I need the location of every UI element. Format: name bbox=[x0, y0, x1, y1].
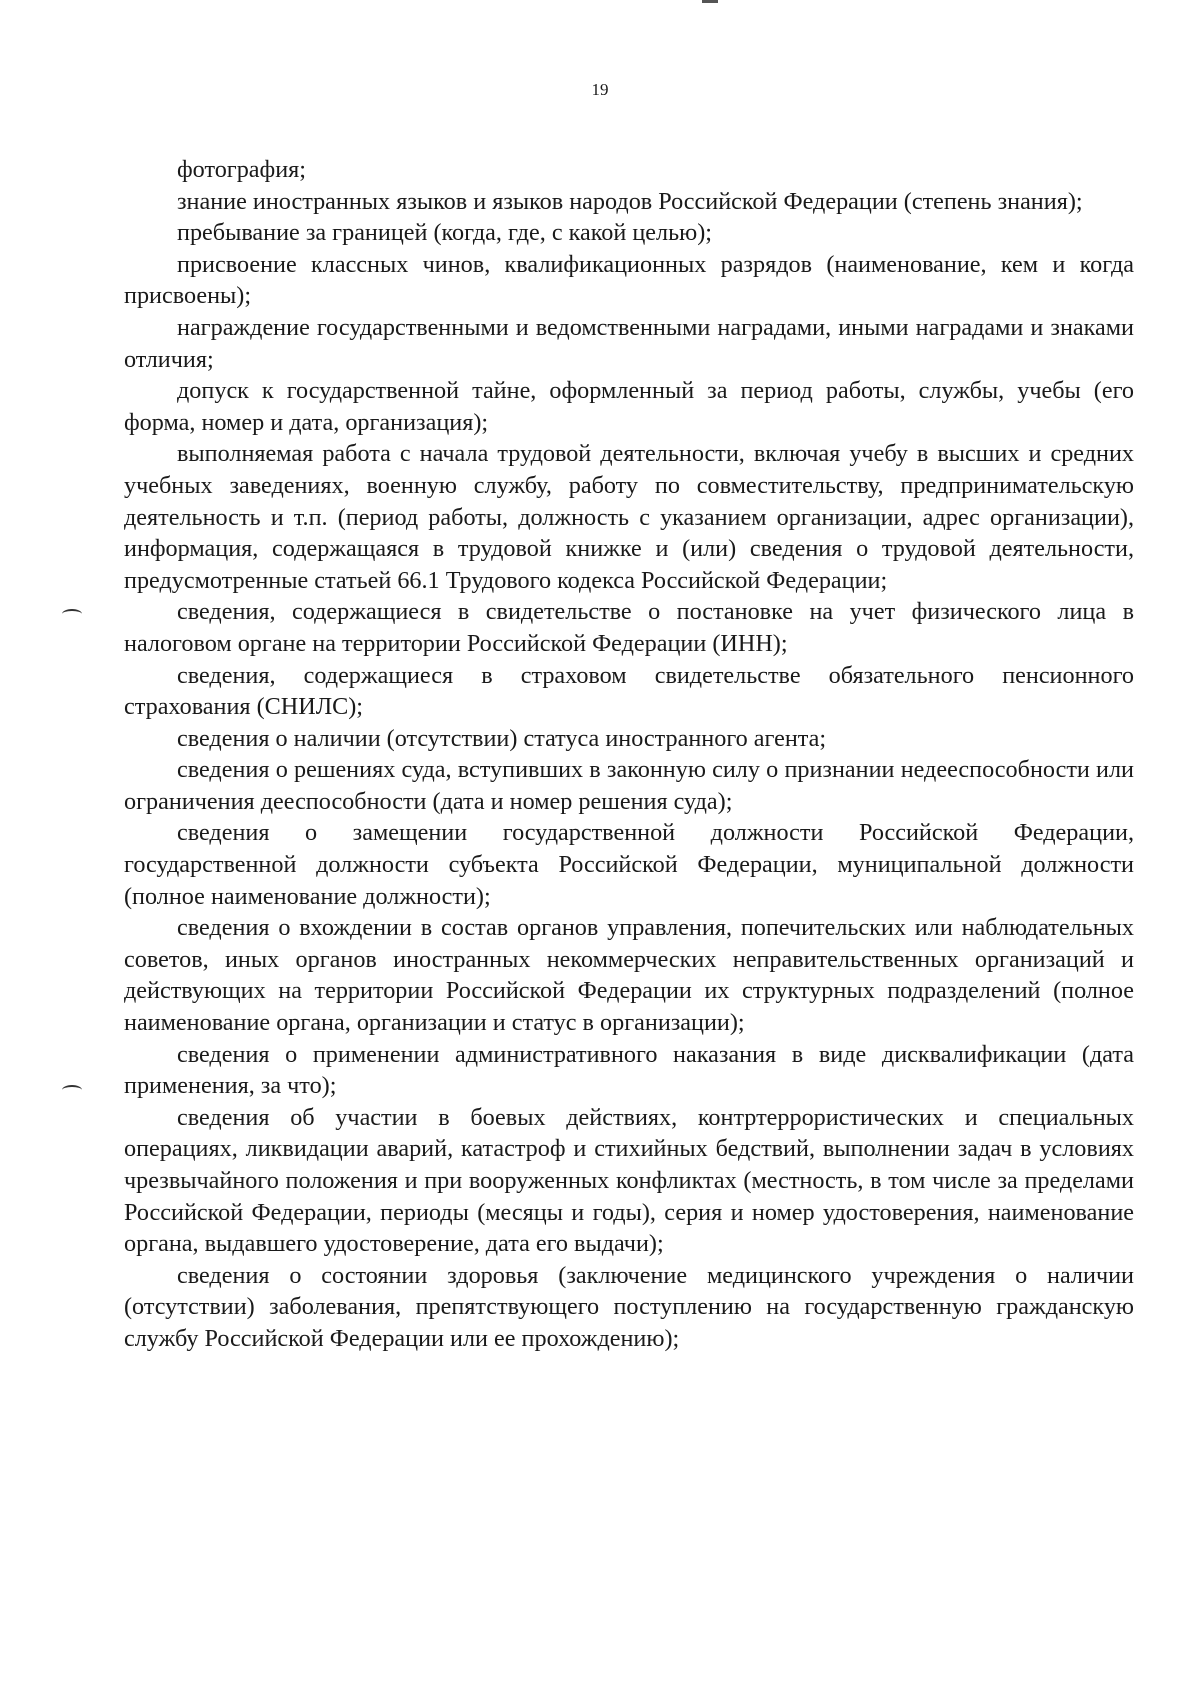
margin-mark-2 bbox=[62, 1085, 82, 1095]
paragraph-ngo-membership: сведения о вхождении в состав органов управления, попечительских или наблюдательных советов, иных органов иностранных некоммерческих неправительственных организаций и действующих на территории Российской Федерации их структурных подразделений (полное наименование органа, организации и статус в организации); bbox=[124, 914, 1134, 1037]
page-number: 19 bbox=[591, 80, 609, 99]
paragraph-languages: знание иностранных языков и языков народов Российской Федерации (степень знания); bbox=[177, 187, 1083, 215]
document-body bbox=[124, 154, 1134, 1355]
paragraph-health: сведения о состоянии здоровья (заключение медицинского учреждения о наличии (отсутствии) заболевания, препятствующего поступлению на государственную гражданскую службу Российской Федерации или ее прохождению); bbox=[124, 1261, 1134, 1352]
paragraph-court-decisions: сведения о решениях суда, вступивших в законную силу о признании недееспособности или ограничения дееспособности (дата и номер решения суда); bbox=[124, 756, 1134, 815]
paragraph-photo: фотография; bbox=[177, 156, 307, 183]
paragraph-state-position: сведения о замещении государственной должности Российской Федерации, государственной должности субъекта Российской Федерации, муниципальной должности (полное наименование должности); bbox=[124, 819, 1134, 910]
paragraph-inn: сведения, содержащиеся в свидетельстве о постановке на учет физического лица в налоговом органе на территории Российской Федерации (ИНН); bbox=[124, 598, 1134, 657]
paragraph-combat: сведения об участии в боевых действиях, контртеррористических и специальных операциях, ликвидации аварий, катастроф и стихийных бедствий, выполнении задач в условиях чрезвычайного положения и при вооруженных конфликтах (местность, в том числе за пределами Российской Федерации, периоды (месяцы и годы), серия и номер удостоверения, наименование органа, выдавшего удостоверение, дата его выдачи); bbox=[124, 1103, 1134, 1258]
paragraph-state-secret: допуск к государственной тайне, оформленный за период работы, службы, учебы (его форма, номер и дата, организация); bbox=[124, 377, 1134, 436]
scan-top-mark bbox=[702, 0, 718, 3]
paragraph-awards: награждение государственными и ведомственными наградами, иными наградами и знаками отличия; bbox=[124, 313, 1134, 373]
paragraph-work-history: выполняемая работа с начала трудовой деятельности, включая учебу в высших и средних учебных заведениях, военную службу, работу по совместительству, предпринимательскую деятельность и т.п. (период работы, должность с указанием организации, адрес организации), информация, содержащаяся в трудовой книжке и (или) сведения о трудовой деятельности, предусмотренные статьей 66.1 Трудового кодекса Российской Федерации; bbox=[124, 440, 1134, 594]
paragraph-abroad: пребывание за границей (когда, где, с какой целью); bbox=[177, 219, 712, 247]
paragraph-disqualification: сведения о применении административного наказания в виде дисквалификации (дата применения, за что); bbox=[124, 1040, 1134, 1100]
paragraph-class-ranks: присвоение классных чинов, квалификационных разрядов (наименование, кем и когда присвоены); bbox=[124, 250, 1134, 310]
paragraph-snils: сведения, содержащиеся в страховом свидетельстве обязательного пенсионного страхования (СНИЛС); bbox=[124, 661, 1134, 721]
margin-mark-1 bbox=[62, 609, 82, 619]
paragraph-foreign-agent: сведения о наличии (отсутствии) статуса иностранного агента; bbox=[177, 724, 827, 752]
